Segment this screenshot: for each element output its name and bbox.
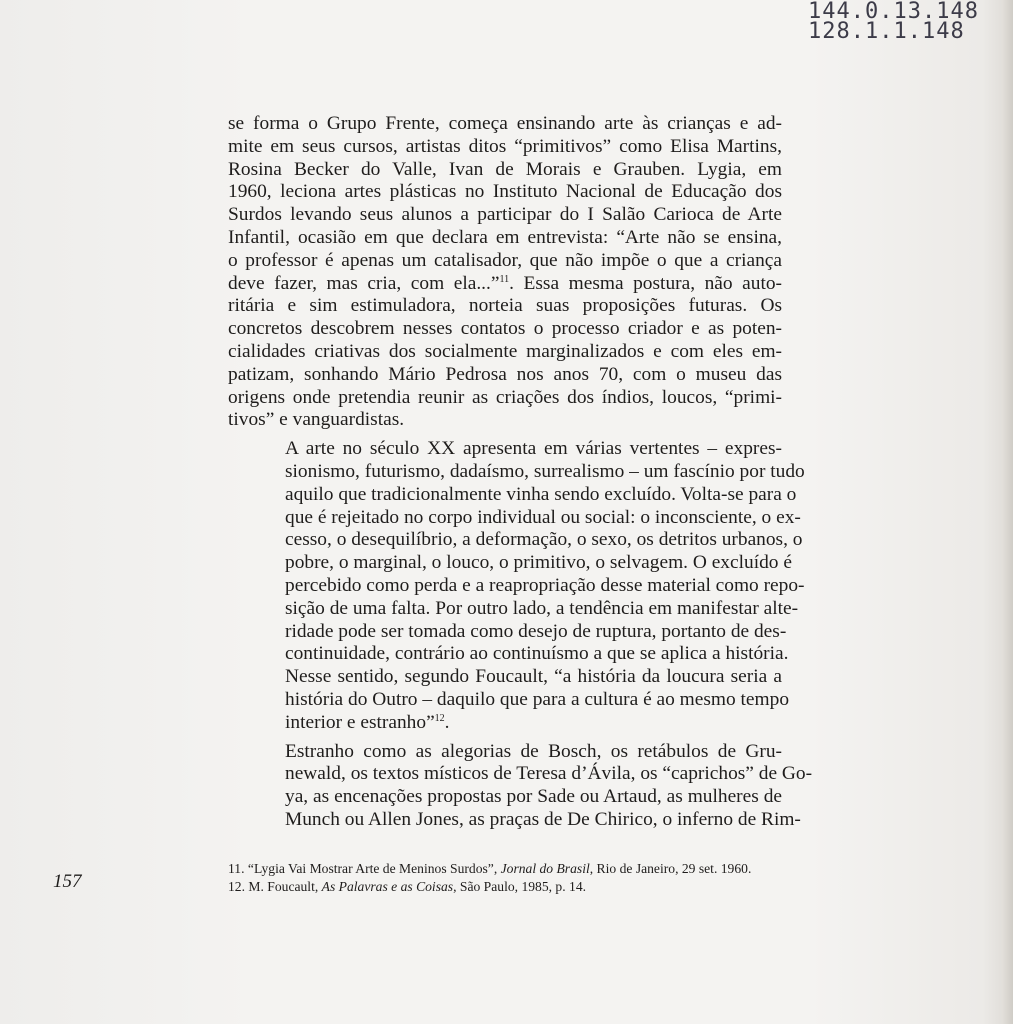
text-line: cesso, o desequilíbrio, a deformação, o sexo, os detritos urbanos, o: [285, 529, 803, 551]
text-segment: deve fazer, mas cria, com ela...”: [228, 272, 500, 294]
footnote-text: M. Foucault,: [248, 879, 322, 894]
text-line: 1960, leciona artes plásticas no Instituto Nacional de Educação dos: [228, 181, 782, 203]
footnote-ref-12: 12: [434, 712, 445, 724]
text-line: origens onde pretendia reunir as criações dos índios, loucos, “primi-: [228, 386, 782, 408]
footnote-number: 11.: [228, 861, 245, 876]
text-line: sição de uma falta. Por outro lado, a tendência em manifestar alte-: [285, 597, 799, 619]
catalog-stamp-line-2: 128.1.1.148: [808, 19, 965, 44]
text-line: que é rejeitado no corpo individual ou social: o inconsciente, o ex-: [285, 506, 801, 528]
text-segment: . Essa mesma postura, não auto-: [509, 272, 783, 294]
text-line: mite em seus cursos, artistas ditos “primitivos” como Elisa Martins,: [228, 135, 782, 157]
footnote-text: , Rio de Janeiro, 29 set. 1960.: [589, 861, 752, 876]
text-line: Rosina Becker do Valle, Ivan de Morais e Grauben. Lygia, em: [228, 158, 782, 180]
text-line: aquilo que tradicionalmente vinha sendo excluído. Volta-se para o: [285, 483, 797, 505]
footnote-text: “Lygia Vai Mostrar Arte de Meninos Surdos”,: [247, 861, 501, 876]
catalog-stamp: [808, 2, 979, 42]
text-line: pobre, o marginal, o louco, o primitivo, o selvagem. O excluído é: [285, 552, 792, 574]
text-line-with-footnote-ref: [228, 712, 782, 735]
text-line: cialidades criativas dos socialmente marginalizados e com eles em-: [228, 340, 782, 362]
text-line: newald, os textos místicos de Teresa d’Ávila, os “caprichos” de Go-: [285, 763, 813, 785]
text-line: concretos descobrem nesses contatos o processo criador e as poten-: [228, 318, 782, 340]
text-line: Estranho como as alegorias de Bosch, os retábulos de Gru-: [285, 740, 782, 762]
footnote-number: 12.: [228, 879, 245, 894]
text-line: ya, as encenações propostas por Sade ou Artaud, as mulheres de: [285, 786, 782, 808]
footnote-12: [228, 878, 788, 896]
footnotes: [228, 860, 788, 896]
text-line: continuidade, contrário ao continuísmo a que se aplica a história.: [285, 643, 789, 665]
catalog-stamp-line-1: 144.0.13.148: [808, 0, 979, 24]
footnote-ref-11: 11: [499, 273, 510, 285]
text-line: Infantil, ocasião em que declara em entrevista: “Arte não se ensina,: [228, 226, 782, 248]
page-number: 157: [53, 871, 82, 892]
text-line: o professor é apenas um catalisador, que não impõe o que a criança: [228, 249, 782, 271]
text-line: percebido como perda e a reapropriação desse material como repo-: [285, 574, 805, 596]
footnote-source-title: As Palavras e as Coisas: [321, 879, 454, 894]
text-line-with-footnote-ref: [228, 273, 782, 296]
text-line: Surdos levando seus alunos a participar do I Salão Carioca de Arte: [228, 204, 782, 226]
footnote-11: [228, 860, 788, 878]
footnote-text: , São Paulo, 1985, p. 14.: [453, 879, 587, 894]
text-line: sionismo, futurismo, dadaísmo, surrealismo – um fascínio por tudo: [285, 460, 805, 482]
text-line: Nesse sentido, segundo Foucault, “a história da loucura seria a: [285, 666, 782, 688]
page-edge: [1003, 0, 1013, 1024]
paragraph-3: [228, 740, 813, 832]
text-line: história do Outro – daquilo que para a cultura é ao mesmo tempo: [285, 688, 790, 710]
text-line: ritária e sim estimuladora, norteia suas proposições futuras. Os: [228, 295, 782, 317]
text-line: patizam, sonhando Mário Pedrosa nos anos 70, com o museu das: [228, 363, 782, 385]
main-text: [228, 113, 813, 832]
text-segment: .: [444, 711, 450, 733]
text-line: A arte no século XX apresenta em várias vertentes – expres-: [285, 438, 782, 460]
text-line: Munch ou Allen Jones, as praças de De Chirico, o inferno de Rim-: [285, 808, 801, 830]
text-line: se forma o Grupo Frente, começa ensinando arte às crianças e ad-: [228, 113, 782, 134]
text-segment: interior e estranho”: [285, 711, 435, 733]
paragraph-2: [228, 438, 805, 734]
text-line: ridade pode ser tomada como desejo de ruptura, portanto de des-: [285, 620, 787, 642]
paragraph-1: [228, 113, 782, 432]
text-line: tivos” e vanguardistas.: [228, 409, 405, 431]
footnote-source-title: Jornal do Brasil: [500, 861, 590, 876]
